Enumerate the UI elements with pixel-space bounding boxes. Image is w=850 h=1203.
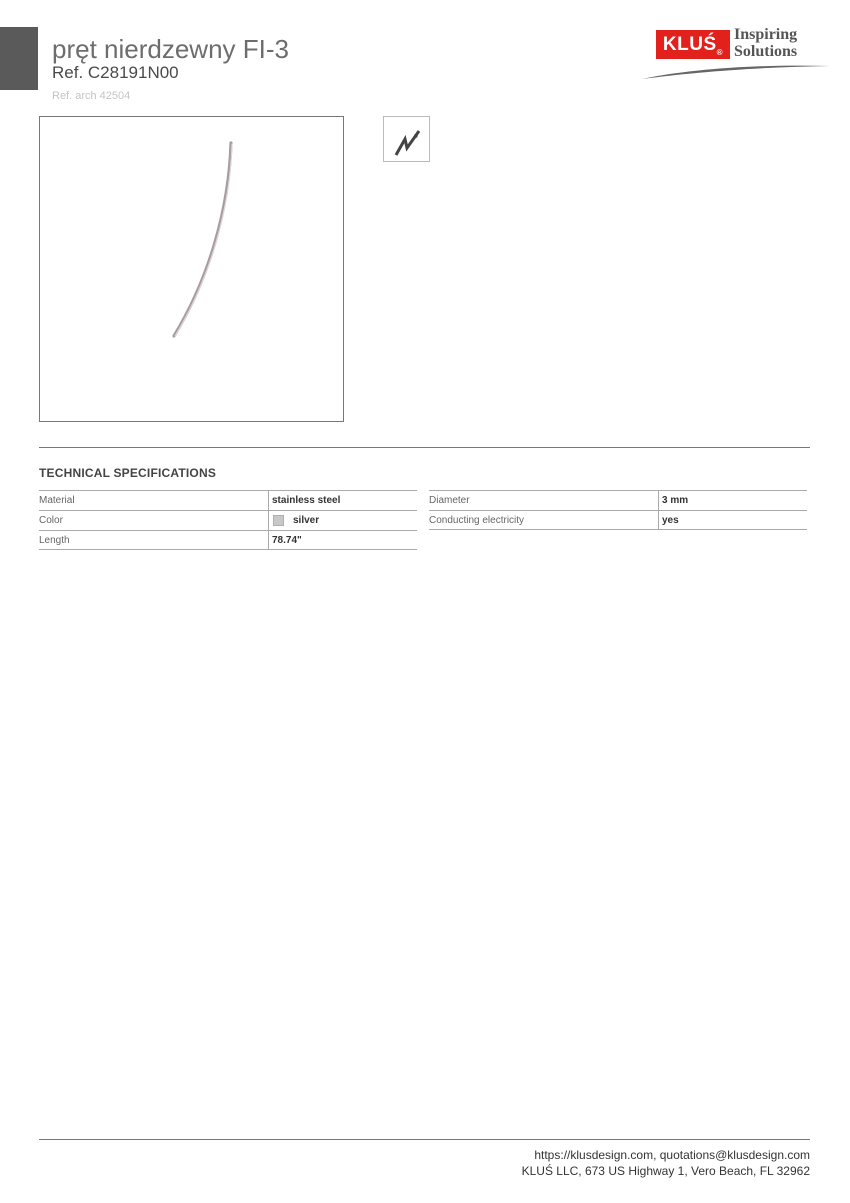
spec-row-diameter: [429, 490, 807, 510]
logo-tagline: [734, 26, 797, 60]
logo-registered: ®: [716, 47, 724, 57]
section-title: TECHNICAL SPECIFICATIONS: [39, 466, 217, 480]
conducting-electricity-icon: [383, 116, 430, 162]
product-image: [39, 116, 344, 422]
logo-tagline-line1: Inspiring: [734, 26, 798, 43]
page-title: pręt nierdzewny FI-3: [52, 34, 289, 64]
logo-brand-box: [656, 30, 730, 59]
steel-rod-image: [40, 117, 343, 421]
spec-row-length: [39, 530, 417, 550]
section-divider: [39, 447, 810, 448]
logo-swoosh: [640, 60, 832, 82]
spec-row-material: [39, 490, 417, 510]
klus-logo: [640, 26, 832, 84]
footer-contact: https://klusdesign.com, quotations@klusdesign.com: [534, 1148, 810, 1162]
spec-label: Conducting electricity: [429, 511, 659, 529]
arch-ref: Ref. arch 42504: [52, 90, 131, 102]
logo-brand: KLUŚ: [662, 34, 717, 55]
spec-row-color: [39, 510, 417, 530]
footer-divider: [39, 1139, 810, 1140]
product-ref: Ref. C28191N00: [52, 63, 179, 82]
spec-label: Material: [39, 491, 269, 510]
spec-value: yes: [662, 514, 679, 526]
color-value: silver: [293, 515, 320, 526]
footer: [522, 1147, 810, 1179]
spec-value: stainless steel: [272, 495, 341, 506]
spec-table-left: [39, 490, 417, 550]
corner-tab: [0, 27, 38, 90]
color-swatch: [273, 515, 284, 526]
spec-label: Length: [39, 531, 269, 549]
spec-label: Color: [39, 511, 269, 530]
spec-value: 3 mm: [662, 495, 689, 506]
footer-address: KLUŚ LLC, 673 US Highway 1, Vero Beach, FL 32962: [521, 1164, 810, 1178]
spec-value: 78.74": [272, 534, 302, 546]
spec-value-color: [269, 511, 417, 530]
spec-label: Diameter: [429, 491, 659, 510]
logo-tagline-line2: Solutions: [734, 43, 798, 60]
spec-row-conducting: [429, 510, 807, 530]
spec-table-right: [429, 490, 807, 530]
